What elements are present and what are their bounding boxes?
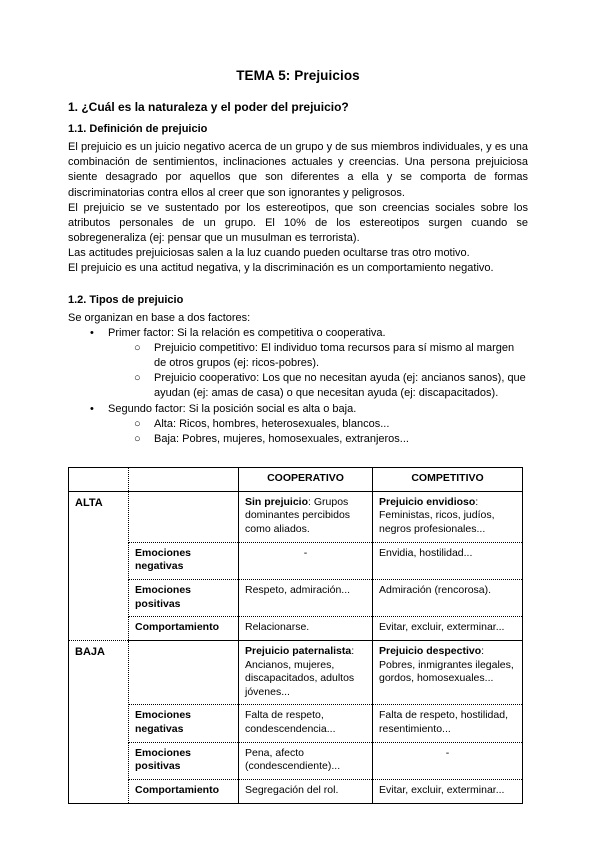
list-item bbox=[68, 402, 528, 448]
subsection-heading-1-2: 1.2. Tipos de prejuicio bbox=[68, 293, 184, 306]
list-item-label: Segundo factor: Si la posición social es alta o baja. bbox=[108, 402, 357, 415]
list-item-label: Baja: Pobres, mujeres, homosexuales, extranjeros... bbox=[154, 432, 409, 445]
factor-list bbox=[68, 326, 528, 447]
cell-lead: Sin prejuicio bbox=[245, 495, 309, 508]
table-row bbox=[69, 617, 523, 641]
list-item-label: Prejuicio competitivo: El individuo toma recursos para sí mismo al margen de otros grupos (ej: ricos-pobres). bbox=[154, 341, 515, 370]
table-header-cooperativo: COOPERATIVO bbox=[239, 468, 373, 492]
bullet-solid-icon: • bbox=[90, 402, 94, 415]
prejudice-matrix-table-wrapper bbox=[68, 467, 522, 804]
bullet-solid-icon: • bbox=[90, 326, 94, 339]
table-header-blank-1 bbox=[69, 468, 129, 492]
table-row bbox=[69, 491, 523, 542]
list-item bbox=[68, 326, 528, 402]
row-label: Emociones positivas bbox=[129, 579, 239, 616]
section-heading-1: 1. ¿Cuál es la naturaleza y el poder del prejuicio? bbox=[68, 100, 349, 114]
paragraph: El prejuicio se ve sustentado por los estereotipos, que son creencias sociales sobre los atributos personales de un grupo. El 10% de los estereotipos surgen cuando se sobregeneraliza (ej: pensar que un musulman es terrorista). bbox=[68, 201, 528, 245]
row-label: Emociones positivas bbox=[129, 742, 239, 779]
bullet-hollow-icon: ○ bbox=[134, 341, 141, 354]
cell-lead: Prejuicio paternalista bbox=[245, 644, 352, 657]
list-item-label: Prejuicio cooperativo: Los que no necesitan ayuda (ej: ancianos sanos), que ayudan (ej: amas de casa) o que necesitan ayuda (ej: discapacitados). bbox=[154, 372, 526, 400]
cell-cooperativo: Pena, afecto (condescendiente)... bbox=[239, 742, 373, 779]
cell-competitivo: - bbox=[373, 742, 523, 779]
rank-label-alta: ALTA bbox=[69, 491, 129, 640]
row-label: Emociones negativas bbox=[129, 705, 239, 742]
row-label bbox=[129, 640, 239, 705]
table-header-competitivo: COMPETITIVO bbox=[373, 468, 523, 492]
bullet-hollow-icon: ○ bbox=[134, 432, 141, 445]
cell-competitivo: Evitar, excluir, exterminar... bbox=[373, 779, 523, 803]
paragraph: Las actitudes prejuiciosas salen a la luz cuando pueden ocultarse tras otro motivo. bbox=[68, 247, 470, 260]
cell-competitivo: Envidia, hostilidad... bbox=[373, 542, 523, 579]
cell-rest: : Pobres, inmigrantes ilegales, gordos, homosexuales... bbox=[379, 644, 514, 685]
paragraph: El prejuicio es una actitud negativa, y la discriminación es un comportamiento negativo. bbox=[68, 262, 494, 275]
cell-cooperativo: - bbox=[239, 542, 373, 579]
cell-rest: : Feministas, ricos, judíos, negros profesionales... bbox=[379, 495, 495, 536]
list-item-label: Primer factor: Si la relación es competitiva o cooperativa. bbox=[108, 326, 386, 339]
cell-lead: Prejuicio despectivo bbox=[379, 644, 482, 657]
cell-competitivo bbox=[373, 491, 523, 542]
list-item bbox=[108, 371, 528, 401]
row-label: Emociones negativas bbox=[129, 542, 239, 579]
table-header-blank-2 bbox=[129, 468, 239, 492]
list-intro: Se organizan en base a dos factores: bbox=[68, 311, 251, 324]
cell-competitivo: Admiración (rencorosa). bbox=[373, 579, 523, 616]
page-title: TEMA 5: Prejuicios bbox=[236, 68, 360, 83]
row-label: Comportamiento bbox=[129, 617, 239, 641]
bullet-hollow-icon: ○ bbox=[134, 372, 141, 385]
paragraph: El prejuicio es un juicio negativo acerca de un grupo y de sus miembros individuales, y es una combinación de sentimientos, inclinaciones actuales y creencias. Una persona prejuiciosa siente desagrado por aquellos que son diferentes a ella y se comporta de formas discriminatorias contra ellos al creer que son ignorantes y peligrosos. bbox=[68, 141, 528, 199]
rank-label-baja: BAJA bbox=[69, 640, 129, 803]
row-label bbox=[129, 491, 239, 542]
cell-competitivo: Evitar, excluir, exterminar... bbox=[373, 617, 523, 641]
cell-cooperativo: Segregación del rol. bbox=[239, 779, 373, 803]
cell-rest: : Ancianos, mujeres, discapacitados, adultos jóvenes... bbox=[245, 644, 355, 698]
table-row bbox=[69, 779, 523, 803]
table-row bbox=[69, 705, 523, 742]
table-header-row bbox=[69, 468, 523, 492]
cell-rest: : Grupos dominantes percibidos como aliados. bbox=[245, 495, 351, 536]
prejudice-matrix-table bbox=[68, 467, 523, 804]
cell-lead: Prejuicio envidioso bbox=[379, 495, 476, 508]
table-row bbox=[69, 640, 523, 705]
subsection-heading-1-1: 1.1. Definición de prejuicio bbox=[68, 123, 208, 135]
table-row bbox=[69, 742, 523, 779]
factor-sublist bbox=[108, 341, 528, 402]
cell-competitivo bbox=[373, 640, 523, 705]
cell-cooperativo: Respeto, admiración... bbox=[239, 579, 373, 616]
list-item bbox=[108, 341, 528, 371]
factor-sublist bbox=[108, 417, 528, 447]
row-label: Comportamiento bbox=[129, 779, 239, 803]
cell-cooperativo bbox=[239, 640, 373, 705]
list-item-label: Alta: Ricos, hombres, heterosexuales, blancos... bbox=[154, 417, 390, 430]
cell-cooperativo: Relacionarse. bbox=[239, 617, 373, 641]
cell-cooperativo bbox=[239, 491, 373, 542]
bullet-hollow-icon: ○ bbox=[134, 417, 141, 430]
cell-cooperativo: Falta de respeto, condescendencia... bbox=[239, 705, 373, 742]
cell-competitivo: Falta de respeto, hostilidad, resentimiento... bbox=[373, 705, 523, 742]
table-row bbox=[69, 579, 523, 616]
table-row bbox=[69, 542, 523, 579]
list-item bbox=[108, 432, 528, 447]
list-item bbox=[108, 417, 528, 432]
